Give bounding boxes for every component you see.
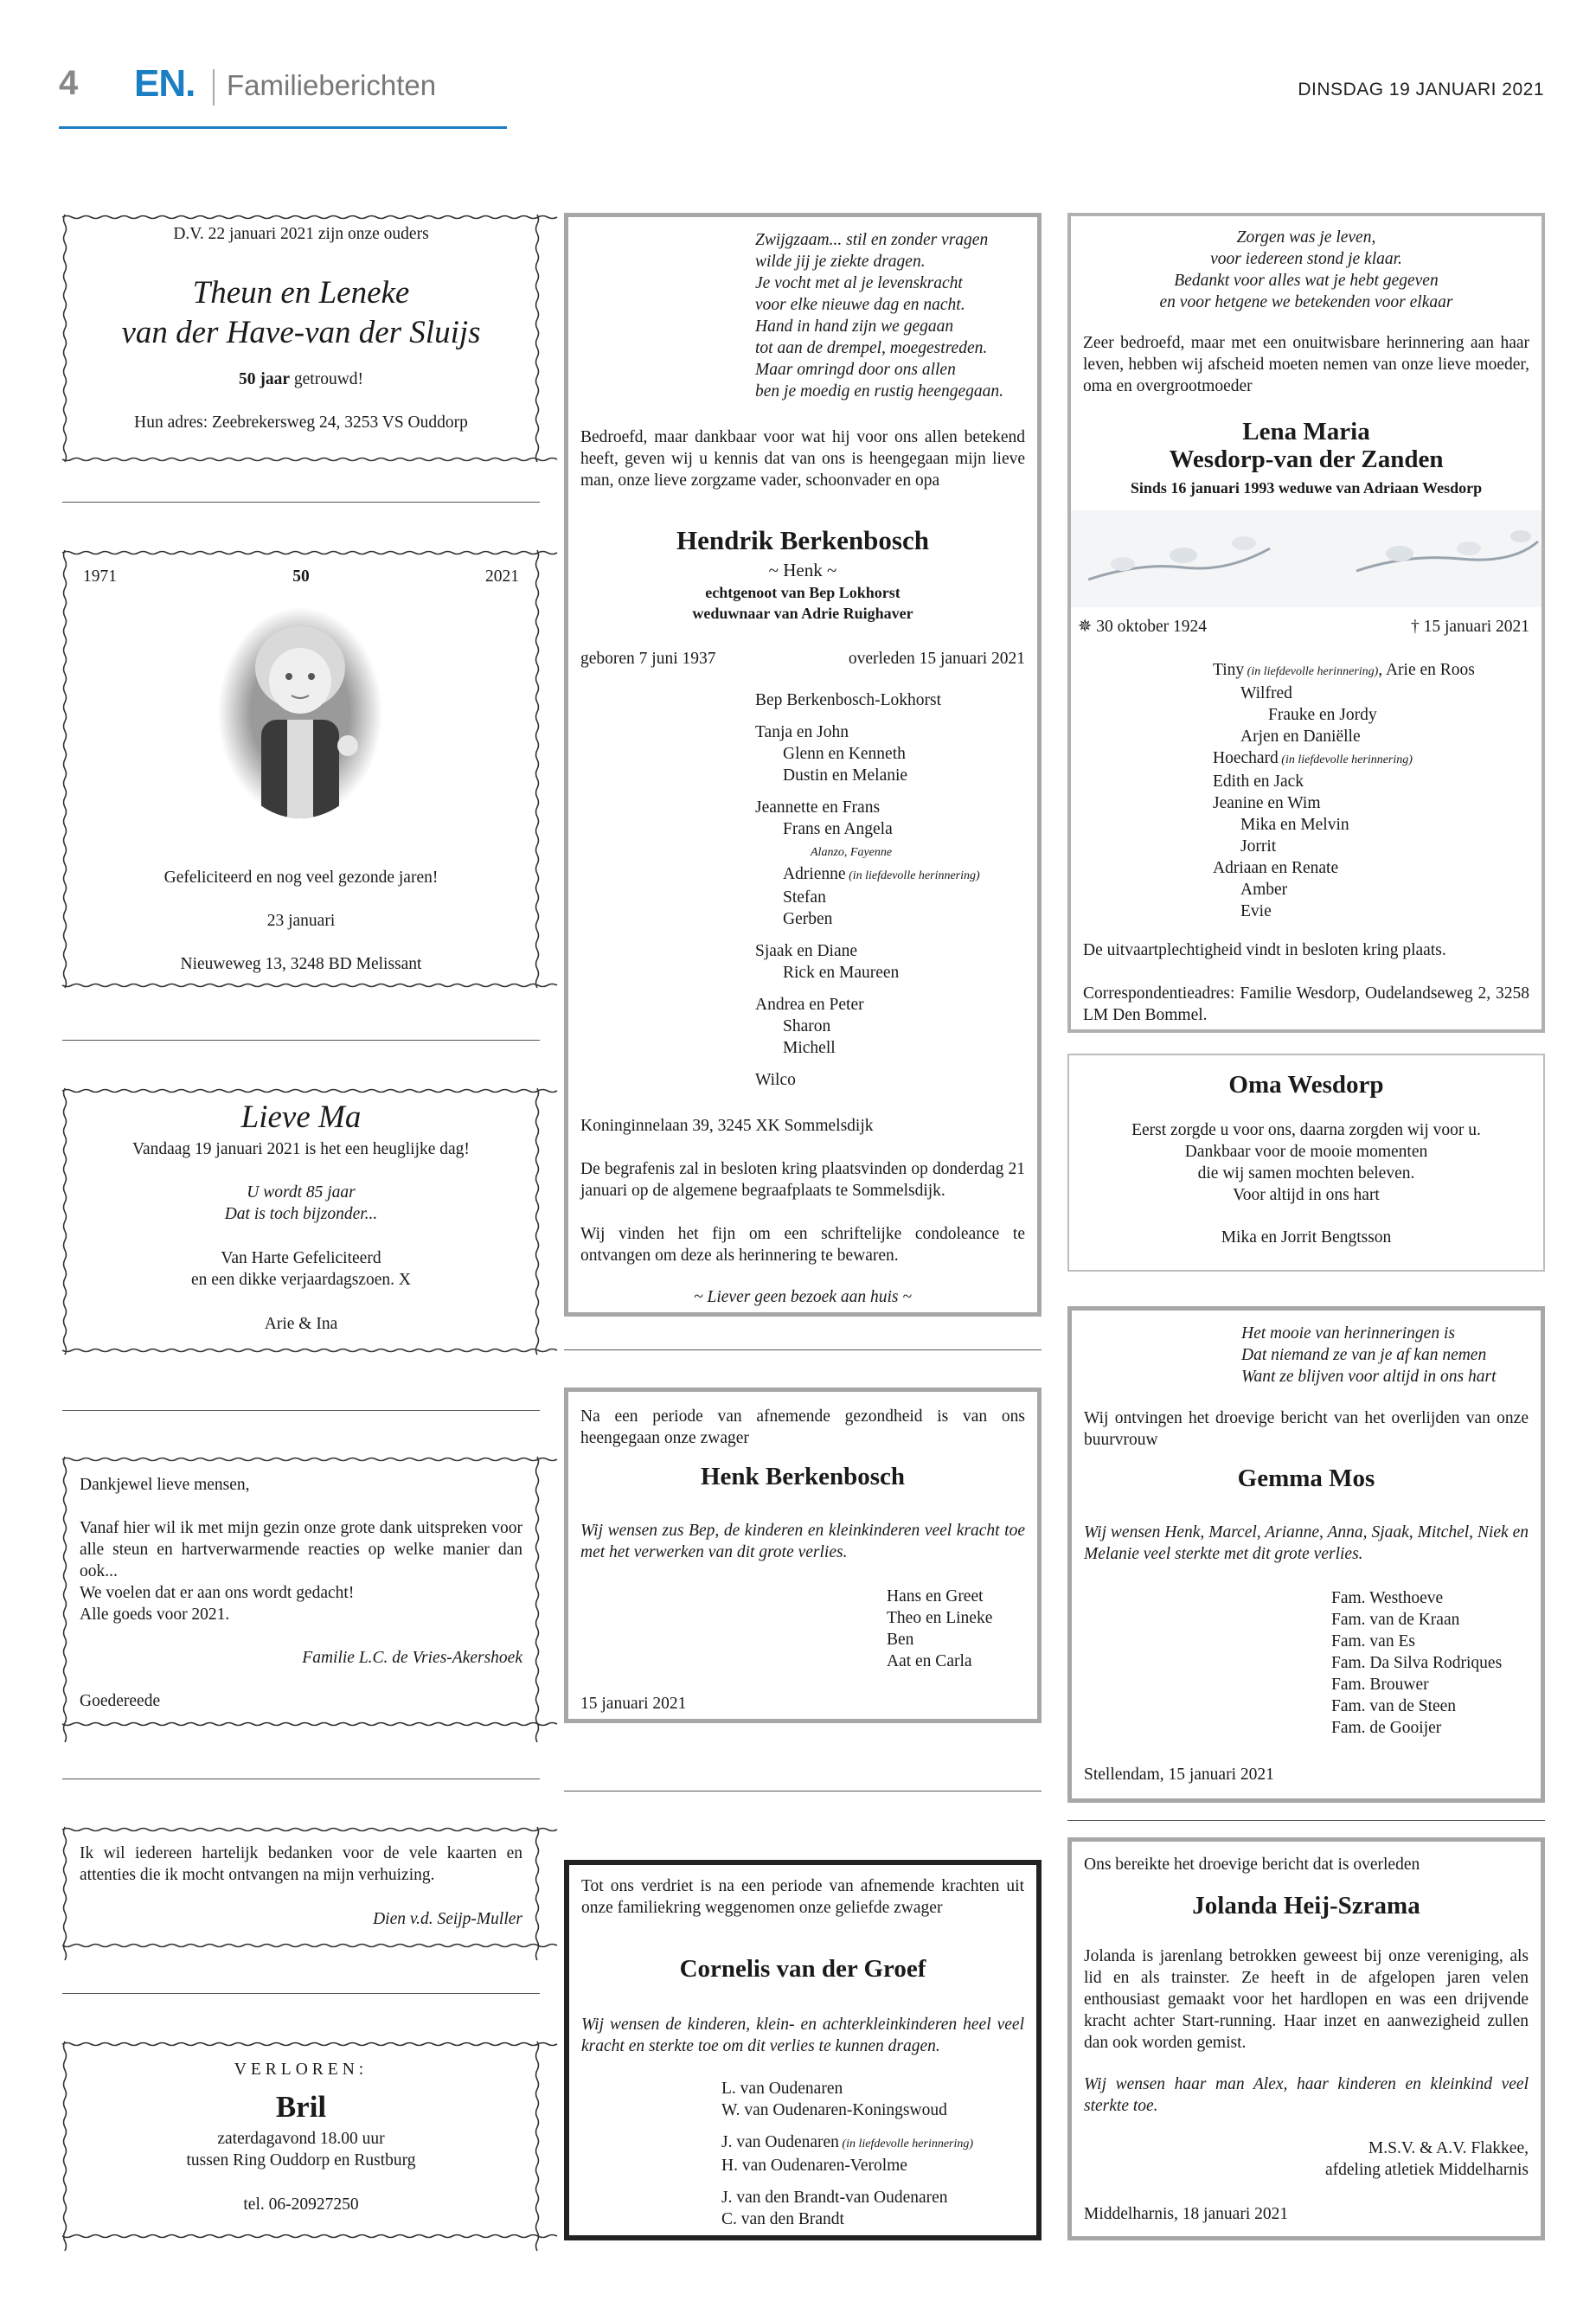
family-member — [721, 2155, 973, 2176]
anniversary-ad — [62, 215, 540, 462]
family-member-name: Hoechard — [1213, 749, 1279, 767]
family-member — [1240, 901, 1475, 922]
family-member — [721, 2078, 973, 2099]
magnolia-branch-image — [1071, 510, 1542, 607]
poem-line: Hand in hand zijn we gegaan — [755, 317, 954, 336]
family-member — [721, 2099, 973, 2121]
family-member — [783, 962, 980, 984]
family-member — [1240, 879, 1475, 901]
verse-line: die wij samen mochten beleven. — [1197, 1164, 1415, 1183]
family-member-name: Tanja en John — [755, 723, 849, 741]
family-member-name: Rick en Maureen — [783, 964, 900, 982]
lena-died: † 15 januari 2021 — [1410, 618, 1529, 636]
memorial-note: (in liefdevolle herinnering) — [838, 2138, 974, 2150]
family-member-name: Bep Berkenbosch-Lokhorst — [755, 691, 941, 709]
thank-you-place: Goedereede — [80, 1692, 161, 1710]
moving-thanks-body: Ik wil iedereen hartelijk bedanken voor de vele kaarten en attenties die ik mocht ontvangen na mijn verhuizing. — [80, 1844, 522, 1884]
years-count: 50 jaar — [238, 370, 290, 388]
hendrik-poem — [755, 229, 1003, 402]
lieve-ma-from: Arie & Ina — [264, 1315, 338, 1333]
lieve-ma-line: Vandaag 19 januari 2021 is het een heuglijke dag! — [132, 1140, 470, 1158]
section-title: Familieberichten — [227, 69, 437, 101]
poem-line: wilde jij je ziekte dragen. — [755, 253, 926, 271]
poem-line: Zorgen was je leven, — [1236, 228, 1376, 247]
family-member-name: H. van Oudenaren-Verolme — [721, 2157, 907, 2175]
hendrik-condolence: Wij vinden het fijn om een schriftelijke condoleance te ontvangen om deze als herinnering te bewaren. — [580, 1225, 1025, 1265]
years-married — [62, 369, 540, 390]
separator — [564, 1349, 1042, 1350]
poem-line: Bedankt voor alles wat je hebt gegeven — [1174, 272, 1439, 290]
family-member-suffix: , Arie en Roos — [1378, 661, 1475, 679]
birthday-address: Nieuweweg 13, 3248 BD Melissant — [180, 955, 422, 973]
family-member-name: L. van Oudenaren — [721, 2080, 843, 2098]
family-member-name: W. van Oudenaren-Koningswoud — [721, 2101, 947, 2119]
hendrik-family-list — [755, 689, 980, 1091]
obituary-cornelis — [564, 1860, 1042, 2240]
hendrik-died: overleden 15 januari 2021 — [848, 650, 1025, 668]
verse-line: Eerst zorgde u voor ons, daarna zorgden wij voor u. — [1131, 1121, 1481, 1139]
years-suffix: getrouwd! — [290, 370, 364, 388]
lieve-ma-ad — [62, 1088, 540, 1353]
poem-line: Maar omringd door ons allen — [755, 361, 956, 379]
lena-born: ✵ 30 oktober 1924 — [1078, 618, 1208, 636]
thank-you-signature: Familie L.C. de Vries-Akershoek — [302, 1649, 522, 1667]
family-member — [783, 908, 980, 930]
family-member-name: Adrienne — [783, 865, 846, 883]
poem-line: Het mooie van herinneringen is — [1241, 1324, 1455, 1343]
lena-poem — [1071, 227, 1542, 313]
signer-line: Fam. van Es — [1331, 1632, 1415, 1650]
signer-line: Fam. Da Silva Rodriques — [1331, 1654, 1503, 1672]
gemma-place: Stellendam, 15 januari 2021 — [1084, 1766, 1274, 1784]
thank-you-body: Vanaf hier wil ik met mijn gezin onze grote dank uitspreken voor alle steun en hartverwarmende reacties op welke manier dan ook... — [80, 1519, 522, 1580]
gemma-intro: Wij ontvingen het droevige bericht van het overlijden van onze buurvrouw — [1084, 1409, 1529, 1449]
obituary-hendrik — [564, 213, 1042, 1317]
jolanda-sign2: afdeling atletiek Middelharnis — [1324, 2161, 1529, 2179]
poem-line: Dat niemand ze van je af kan nemen — [1241, 1346, 1487, 1364]
signer-line: Theo en Lineke — [887, 1609, 993, 1627]
couple-name-line2: van der Have-van der Sluijs — [121, 315, 481, 350]
issue-date: DINSDAG 19 JANUARI 2021 — [1298, 80, 1544, 99]
family-member — [1213, 857, 1475, 879]
jolanda-body: Jolanda is jarenlang betrokken geweest bij onze vereniging, als lid en als trainster. Ze heeft in de afgelopen jaren velen enthousiast gemaakt voor het hardlopen en was een drijvende kracht achter Start-running. Haar inzet en aanwezigheid zullen dan ook worden gemist. — [1084, 1947, 1529, 2052]
family-member-name: Jeanine en Wim — [1213, 794, 1321, 812]
family-member — [783, 818, 980, 840]
family-member-name: Tiny — [1213, 661, 1245, 679]
header-divider — [213, 69, 215, 106]
family-member-name: Sharon — [783, 1017, 831, 1035]
lost-heading: VERLOREN: — [234, 2061, 369, 2079]
hendrik-name: Hendrik Berkenbosch — [676, 525, 929, 555]
poem-line: Want ze blijven voor altijd in ons hart — [1241, 1368, 1497, 1386]
family-member-name: Andrea en Peter — [755, 996, 864, 1014]
lost-item-ad — [62, 2041, 540, 2239]
gemma-signers — [1331, 1587, 1502, 1739]
signer-line: Fam. de Gooijer — [1331, 1719, 1442, 1737]
thank-you-line3: Alle goeds voor 2021. — [80, 1606, 230, 1624]
lieve-ma-title: Lieve Ma — [240, 1099, 362, 1135]
family-member — [755, 797, 980, 818]
family-member-name: J. van den Brandt-van Oudenaren — [721, 2189, 948, 2207]
oma-lines — [1069, 1119, 1543, 1206]
poem-line: en voor hetgene we betekenden voor elkaar — [1159, 293, 1453, 311]
family-member-name: Evie — [1240, 902, 1272, 920]
hendrik-nickname: ~ Henk ~ — [768, 560, 837, 580]
family-member-name: Sjaak en Diane — [755, 942, 858, 960]
family-member — [1240, 836, 1475, 857]
family-member — [783, 1016, 980, 1037]
obituary-lena — [1067, 213, 1545, 1033]
family-member — [755, 940, 980, 962]
family-member — [783, 863, 980, 887]
hendrik-spouse: echtgenoot van Bep Lokhorst — [705, 584, 901, 601]
birthday-50-ad — [62, 550, 540, 988]
lena-name-line1: Lena Maria — [1242, 418, 1370, 445]
lieve-ma-wish1: Van Harte Gefeliciteerd — [221, 1249, 381, 1267]
gemma-wish: Wij wensen Henk, Marcel, Arianne, Anna, Sjaak, Mitchel, Niek en Melanie veel sterkte met dit grote verlies. — [1084, 1523, 1529, 1563]
henk-name: Henk Berkenbosch — [700, 1463, 906, 1490]
poem-line: tot aan de drempel, moegestreden. — [755, 339, 988, 357]
jolanda-wish: Wij wensen haar man Alex, haar kinderen en kleinkind veel sterkte toe. — [1084, 2075, 1529, 2115]
jolanda-intro: Ons bereikte het droevige bericht dat is overleden — [1084, 1856, 1420, 1874]
family-member — [755, 721, 980, 743]
family-member — [1240, 726, 1475, 747]
family-member-name: Jeannette en Frans — [755, 798, 881, 817]
lieve-ma-wish2: en een dikke verjaardagszoen. X — [191, 1271, 411, 1289]
oma-wesdorp-ad — [1067, 1054, 1545, 1272]
family-member — [1240, 683, 1475, 704]
family-member-name: Frans en Angela — [783, 820, 893, 838]
family-member-name: C. van den Brandt — [721, 2210, 844, 2228]
family-member — [783, 1037, 980, 1059]
hendrik-widower: weduwnaar van Adrie Ruighaver — [692, 605, 913, 622]
lost-phone: tel. 06-20927250 — [243, 2195, 359, 2214]
family-member — [755, 994, 980, 1016]
moving-thanks-signature: Dien v.d. Seijp-Muller — [373, 1910, 522, 1928]
hendrik-address: Koninginnelaan 39, 3245 XK Sommelsdijk — [580, 1117, 874, 1135]
lena-correspondence: Correspondentieadres: Familie Wesdorp, Oudelandseweg 2, 3258 LM Den Bommel. — [1083, 984, 1529, 1024]
lena-intro: Zeer bedroefd, maar met een onuitwisbare herinnering aan haar leven, hebben wij afscheid moeten nemen van onze lieve moeder, oma en overgrootmoeder — [1083, 334, 1529, 395]
family-member-name: Amber — [1240, 881, 1288, 899]
thank-you-greeting: Dankjewel lieve mensen, — [80, 1476, 250, 1494]
family-member-name: Alanzo, Fayenne — [811, 846, 893, 859]
poem-line: Je vocht met al je levenskracht — [755, 274, 963, 292]
memorial-note: (in liefdevolle herinnering) — [1278, 753, 1413, 766]
verse-line: Dankbaar voor de mooie momenten — [1184, 1143, 1428, 1161]
end-year: 2021 — [485, 567, 519, 586]
thank-you-ad — [62, 1457, 540, 1727]
cornelis-intro: Tot ons verdriet is na een periode van afnemende krachten uit onze familiekring weggenomen onze geliefde zwager — [581, 1877, 1024, 1917]
couple-name-line1: Theun en Leneke — [192, 275, 410, 311]
start-year: 1971 — [83, 567, 117, 586]
poem-line: voor elke nieuwe dag en nacht. — [755, 296, 965, 314]
cornelis-name: Cornelis van der Groef — [679, 1955, 926, 1983]
signer-line: Fam. van de Kraan — [1331, 1611, 1460, 1629]
lena-ceremony: De uitvaartplechtigheid vindt in besloten kring plaats. — [1083, 941, 1446, 959]
lost-location: tussen Ring Ouddorp en Rustburg — [186, 2151, 416, 2170]
jolanda-place: Middelharnis, 18 januari 2021 — [1084, 2205, 1289, 2223]
hendrik-intro: Bedroefd, maar dankbaar voor wat hij voor ons allen betekend heeft, geven wij u kennis dat van ons is heengegaan mijn lieve man, onze lieve zorgzame vader, schoonvader en opa — [580, 428, 1025, 490]
family-member-name: Mika en Melvin — [1240, 816, 1349, 834]
family-member-name: Gerben — [783, 910, 833, 928]
family-member-name: Arjen en Daniëlle — [1240, 727, 1361, 746]
cornelis-wish: Wij wensen de kinderen, klein- en achterkleinkinderen heel veel kracht en sterkte toe om dit verlies te kunnen dragen. — [581, 2016, 1024, 2055]
header-underline — [59, 126, 507, 129]
cornelis-signers — [721, 2078, 973, 2230]
page-number: 4 — [59, 64, 79, 102]
family-member — [721, 2131, 973, 2155]
memorial-note: (in liefdevolle herinnering) — [1244, 665, 1379, 678]
newspaper-logo: EN. — [134, 62, 195, 105]
signer-line: Ben — [887, 1631, 914, 1649]
verse-line: Voor altijd in ons hart — [1233, 1186, 1380, 1204]
lieve-ma-verse1: U wordt 85 jaar — [247, 1183, 356, 1202]
family-member-name: Adriaan en Renate — [1213, 859, 1339, 877]
family-member-name: Frauke en Jordy — [1268, 706, 1377, 724]
henk-intro: Na een periode van afnemende gezondheid is van ons heengegaan onze zwager — [580, 1407, 1025, 1447]
anniversary-intro: D.V. 22 januari 2021 zijn onze ouders — [173, 225, 429, 243]
separator — [62, 1410, 540, 1411]
jolanda-sign1: M.S.V. & A.V. Flakkee, — [1368, 2139, 1529, 2157]
family-member — [1213, 792, 1475, 814]
family-member — [1213, 659, 1475, 683]
signer-line: Aat en Carla — [887, 1652, 972, 1670]
gemma-poem — [1241, 1323, 1496, 1388]
poem-line: Zwijgzaam... stil en zonder vragen — [755, 231, 989, 249]
family-member-name: Michell — [783, 1039, 836, 1057]
family-member — [721, 2208, 973, 2230]
family-member — [1213, 771, 1475, 792]
birthday-date: 23 januari — [266, 912, 336, 930]
family-member-name: Wilco — [755, 1071, 796, 1089]
lena-name-line2: Wesdorp-van der Zanden — [1169, 445, 1444, 473]
henk-wish: Wij wensen zus Bep, de kinderen en kleinkinderen veel kracht toe met het verwerken van dit grote verlies. — [580, 1522, 1025, 1561]
family-member — [1240, 814, 1475, 836]
family-member — [1213, 747, 1475, 771]
family-member — [783, 765, 980, 786]
henk-date: 15 januari 2021 — [580, 1695, 687, 1713]
moving-thanks-ad — [62, 1827, 540, 1948]
family-member — [755, 689, 980, 711]
birthday-wish: Gefeliciteerd en nog veel gezonde jaren! — [163, 868, 439, 887]
memorial-note: (in liefdevolle herinnering) — [845, 869, 980, 882]
family-member-name: Jorrit — [1240, 837, 1277, 856]
lena-widow: Sinds 16 januari 1993 weduwe van Adriaan Wesdorp — [1130, 479, 1483, 497]
separator — [62, 502, 540, 503]
thank-you-line2: We voelen dat er aan ons wordt gedacht! — [80, 1584, 355, 1602]
obituary-henk — [564, 1388, 1042, 1723]
couple-address: Hun adres: Zeebrekersweg 24, 3253 VS Ouddorp — [134, 413, 468, 432]
separator — [1067, 1820, 1545, 1821]
family-member — [811, 840, 980, 863]
hendrik-funeral: De begrafenis zal in besloten kring plaatsvinden op donderdag 21 januari op de algemene begraafplaats te Sommelsdijk. — [580, 1160, 1025, 1200]
family-member-name: Edith en Jack — [1213, 772, 1304, 791]
obituary-jolanda — [1067, 1837, 1545, 2240]
age-number: 50 — [292, 567, 310, 586]
signer-line: Fam. Westhoeve — [1331, 1589, 1444, 1607]
lieve-ma-verse2: Dat is toch bijzonder... — [224, 1205, 378, 1223]
family-member-name: Wilfred — [1240, 684, 1292, 702]
poem-line: voor iedereen stond je klaar. — [1210, 250, 1402, 268]
family-member — [721, 2187, 973, 2208]
signer-line: Fam. Brouwer — [1331, 1676, 1429, 1694]
lost-time: zaterdagavond 18.00 uur — [217, 2130, 385, 2148]
henk-signers — [887, 1586, 992, 1672]
hendrik-born: geboren 7 juni 1937 — [580, 650, 716, 668]
separator — [62, 1040, 540, 1041]
child-photo — [218, 607, 382, 818]
poem-line: ben je moedig en rustig heengegaan. — [755, 382, 1004, 401]
obituary-gemma — [1067, 1306, 1545, 1803]
separator — [62, 1993, 540, 1994]
lost-item: Bril — [275, 2090, 327, 2124]
signer-line: Hans en Greet — [887, 1587, 984, 1606]
family-member — [755, 1069, 980, 1091]
jolanda-name: Jolanda Heij-Szrama — [1192, 1892, 1420, 1920]
family-member-name: Stefan — [783, 888, 826, 907]
hendrik-closing: ~ Liever geen bezoek aan huis ~ — [694, 1288, 912, 1306]
family-member — [1268, 704, 1475, 726]
family-member — [783, 887, 980, 908]
signer-line: Fam. van de Steen — [1331, 1697, 1457, 1715]
oma-name: Oma Wesdorp — [1228, 1071, 1384, 1099]
oma-signers: Mika en Jorrit Bengtsson — [1221, 1228, 1392, 1247]
family-member-name: Dustin en Melanie — [783, 766, 908, 785]
family-member — [783, 743, 980, 765]
family-member-name: Glenn en Kenneth — [783, 745, 906, 763]
family-member-name: J. van Oudenaren — [721, 2133, 839, 2151]
gemma-name: Gemma Mos — [1237, 1465, 1375, 1492]
lena-family-list — [1213, 659, 1475, 922]
